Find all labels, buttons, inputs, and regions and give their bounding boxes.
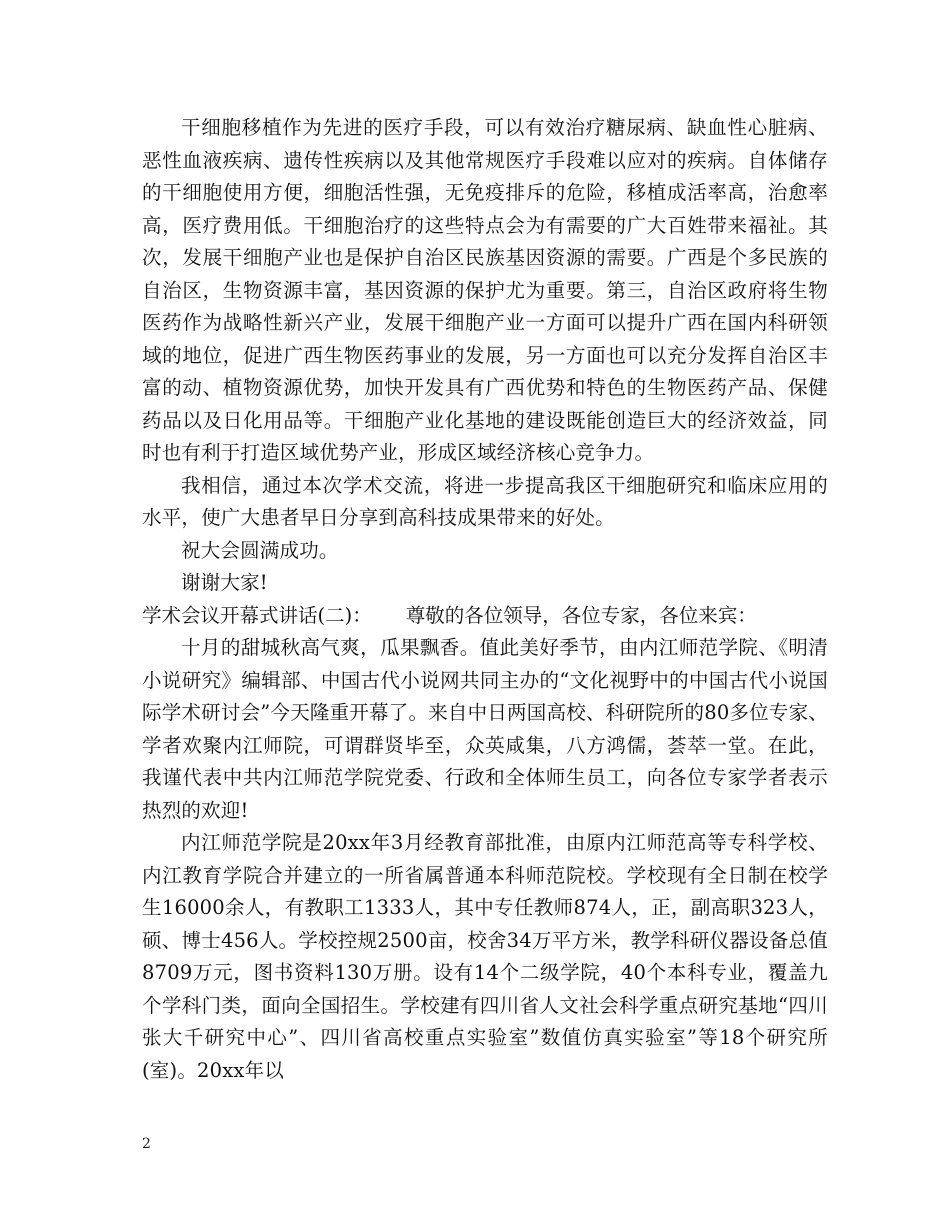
body-paragraph-stem-cell: 干细胞移植作为先进的医疗手段，可以有效治疗糖尿病、缺血性心脏病、恶性血液疾病、遗传性疾病以及其他常规医疗手段难以应对的疾病。自体储存的干细胞使用方便，细胞活性强，无免疫排斥的危险，移植成活率高，治愈率高，医疗费用低。干细胞治疗的这些特点会为有需要的广大百姓带来福祉。其次，发展干细胞产业也是保护自治区民族基因资源的需要。广西是个多民族的自治区，生物资源丰富，基因资源的保护尤为重要。第三，自治区政府将生物医药作为战略性新兴产业，发展干细胞产业一方面可以提升广西在国内科研领域的地位，促进广西生物医药事业的发展，另一方面也可以充分发挥自治区丰富的动、植物资源优势，加快开发具有广西优势和特色的生物医药产品、保健药品以及日化用品等。干细胞产业化基地的建设既能创造巨大的经济效益，同时也有利于打造区域优势产业，形成区域经济核心竞争力。 <box>142 116 828 464</box>
body-paragraph-opening: 十月的甜城秋高气爽，瓜果飘香。值此美好季节，由内江师范学院、《明清小说研究》编辑部、中国古代小说网共同主办的“文化视野中的中国古代小说国际学术研讨会”今天隆重开幕了。来自中日两国高校、科研院所的80多位专家、学者欢聚内江师院，可谓群贤毕至，众英咸集，八方鸿儒，荟萃一堂。在此，我谨代表中共内江师范学院党委、行政和全体师生员工，向各位专家学者表示热烈的欢迎! <box>142 636 828 822</box>
body-paragraph-wish: 祝大会圆满成功。 <box>181 538 339 562</box>
page-number: 2 <box>142 1136 151 1152</box>
body-paragraph-college-intro: 内江师范学院是20xx年3月经教育部批准，由原内江师范高等专科学校、内江教育学院合并建立的一所省属普通本科师范院校。学校现有全日制在校学生16000余人，有教职工1333人，其中专任教师874人，正，副高职323人，硕、博士456人。学校控规2500亩，校舍34万平方米，教学科研仪器设备总值8709万元，图书资料130万册。设有14个二级学院，40个本科专业，覆盖九个学科门类，面向全国招生。学校建有四川省人文社会科学重点研究基地“四川张大千研究中心”、四川省高校重点实验室”数值仿真实验室”等18个研究所(室)。20xx年以 <box>142 831 828 1082</box>
body-paragraph-belief: 我相信，通过本次学术交流，将进一步提高我区干细胞研究和临床应用的水平，使广大患者早日分享到高科技成果带来的好处。 <box>142 473 828 529</box>
speech-heading-line <box>142 600 828 633</box>
greeting: 尊敬的各位领导，各位专家，各位来宾： <box>405 603 757 627</box>
body-paragraph-thanks: 谢谢大家! <box>181 571 268 594</box>
section-title: 学术会议开幕式讲话(二)： <box>142 603 372 627</box>
document-page <box>142 112 828 1087</box>
